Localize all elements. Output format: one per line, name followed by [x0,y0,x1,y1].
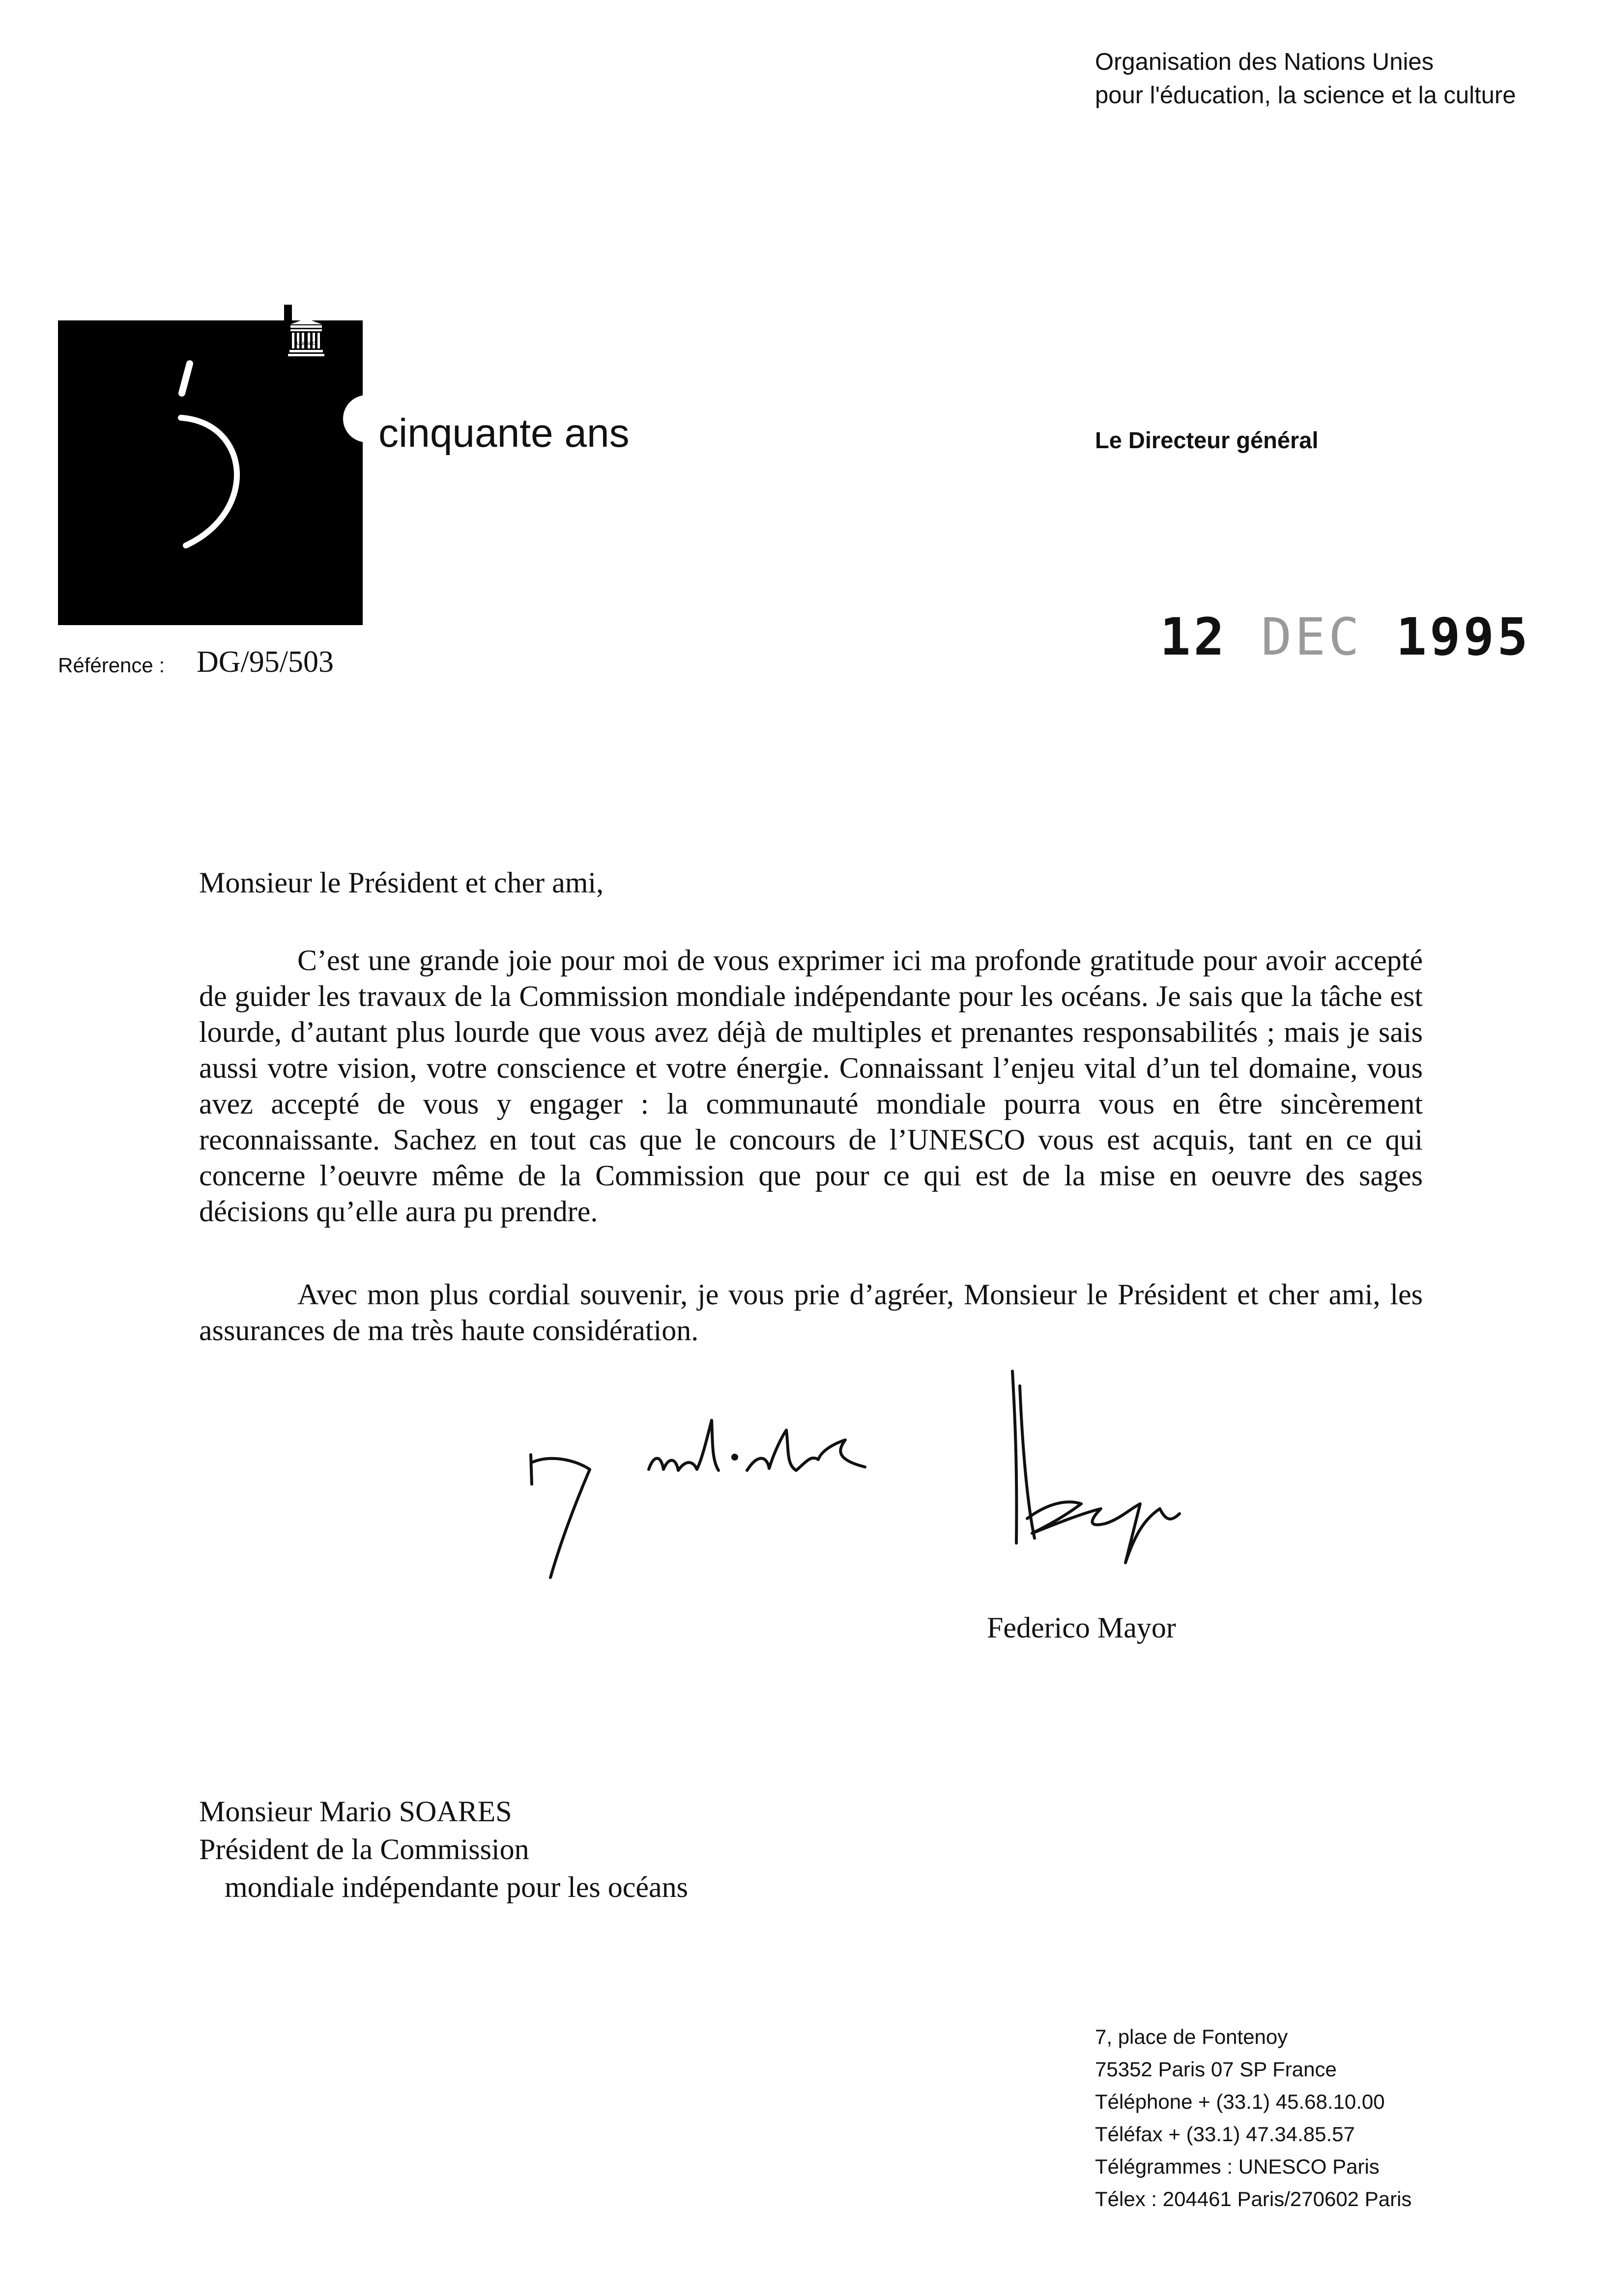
organization-header [1095,45,1516,112]
unesco-50-logo [58,305,392,639]
salutation: Monsieur le Président et cher ami, [199,866,604,899]
letter-paragraph-1 [199,943,1423,1230]
reference-label: Référence : [58,654,165,677]
organization-name-line2: pour l'éducation, la science et la culture [1095,82,1516,109]
recipient-address [199,1793,688,1906]
telefax: Téléfax + (33.1) 47.34.85.57 [1095,2123,1355,2146]
logo-tagline: cinquante ans [378,411,630,456]
date-year: 1995 [1396,607,1531,667]
emblem-text: UNESCO [296,341,316,346]
recipient-organization: mondiale indépendante pour les océans [225,1871,689,1903]
signatory-name: Federico Mayor [987,1611,1176,1644]
reference-number: DG/95/503 [197,645,334,679]
telex: Télex : 204461 Paris/270602 Paris [1095,2187,1412,2210]
date-month: DEC [1261,607,1362,667]
contact-footer [1095,2021,1411,2215]
date-day: 12 [1160,607,1228,667]
telegrams: Télégrammes : UNESCO Paris [1095,2155,1380,2178]
organization-name-line1: Organisation des Nations Unies [1095,49,1434,75]
date-stamp [1160,607,1531,667]
letter-paragraph-2 [199,1277,1423,1349]
handwritten-signature [491,1356,1327,1627]
paragraph-1-text: C’est une grande joie pour moi de vous exprimer ici ma profonde gratitude pour avoir accepté de guider les travaux de la Commission mondiale indépendante pour les océans. Je sais que la tâche est lourde, d’autant plus lourde que vous avez déjà de multiples et prenantes responsabilités ; mais je sais aussi votre vision, votre conscience et votre énergie. Connaissant l’enjeu vital d’un tel domaine, vous avez accepté de vous y engager : la communauté mondiale pourra vous en être sincèrement reconnaissante. Sachez en tout cas que le concours de l’UNESCO vous est acquis, tant en ce qui concerne l’oeuvre même de la Commission que pour ce qui est de la mise en oeuvre des sages décisions qu’elle aura pu prendre. [199,944,1423,1228]
paragraph-2-text: Avec mon plus cordial souvenir, je vous prie d’agréer, Monsieur le Président et cher ami, les assurances de ma très haute considération. [199,1278,1423,1347]
address-line-2: 75352 Paris 07 SP France [1095,2058,1337,2081]
office-title: Le Directeur général [1095,427,1319,453]
recipient-title: Président de la Commission [199,1833,529,1866]
telephone: Téléphone + (33.1) 45.68.10.00 [1095,2090,1385,2113]
recipient-name: Monsieur Mario SOARES [199,1795,512,1828]
address-line-1: 7, place de Fontenoy [1095,2025,1288,2048]
unesco-temple-icon [288,318,324,356]
